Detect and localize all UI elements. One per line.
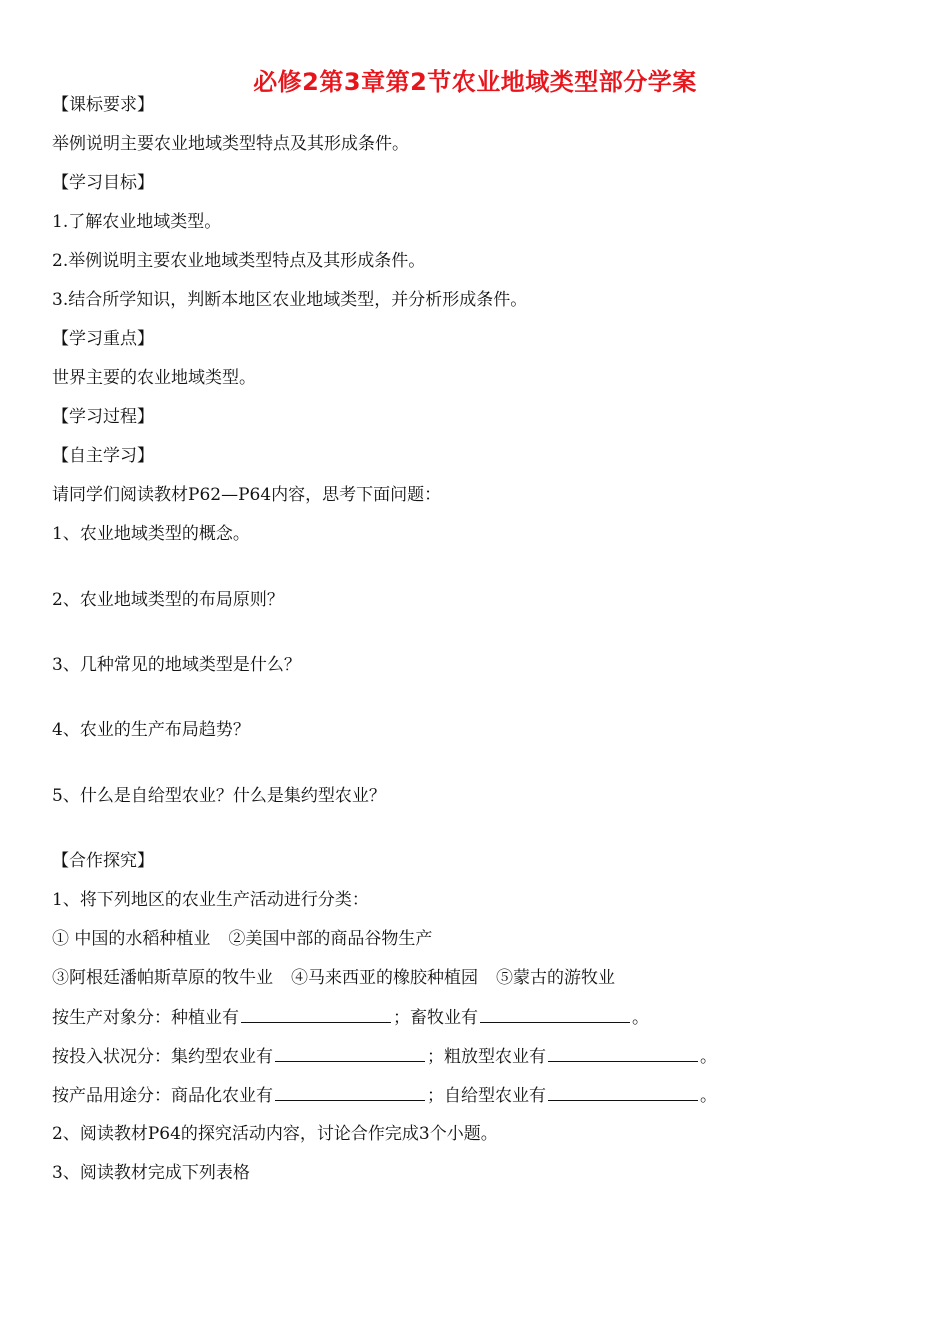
activities-line xyxy=(52,928,432,950)
activity-item: ① 中国的水稻种植业 xyxy=(52,929,211,949)
question-item: 2、农业地域类型的布局原则？ xyxy=(52,590,284,610)
activity-item: ⑤蒙古的游牧业 xyxy=(496,968,615,988)
classify-prefix: 按投入状况分：集约型农业有 xyxy=(52,1047,273,1067)
question-item: 1、农业地域类型的概念。 xyxy=(52,524,250,544)
cooperation-q1: 1、将下列地区的农业生产活动进行分类： xyxy=(52,890,369,910)
classify-end: 。 xyxy=(632,1008,649,1028)
focus-text: 世界主要的农业地域类型。 xyxy=(52,368,256,388)
cooperation-heading: 【合作探究】 xyxy=(52,851,154,871)
answer-blank[interactable] xyxy=(275,1045,425,1062)
page-title: 必修2第3章第2节农业地域类型部分学案 xyxy=(253,68,697,96)
activity-item: ②美国中部的商品谷物生产 xyxy=(228,929,433,949)
answer-blank[interactable] xyxy=(548,1084,698,1101)
answer-blank[interactable] xyxy=(275,1084,425,1101)
activity-item: ④马来西亚的橡胶种植园 xyxy=(291,968,478,988)
question-item: 4、农业的生产布局趋势？ xyxy=(52,720,250,740)
classify-prefix: 按产品用途分：商品化农业有 xyxy=(52,1086,273,1106)
classify-mid: ；自给型农业有 xyxy=(427,1086,546,1106)
classify-end: 。 xyxy=(700,1047,717,1067)
self-study-heading: 【自主学习】 xyxy=(52,446,154,466)
classify-mid: ；粗放型农业有 xyxy=(427,1047,546,1067)
self-study-intro: 请同学们阅读教材P62—P64内容，思考下面问题： xyxy=(52,485,442,505)
activities-line xyxy=(52,967,615,989)
answer-blank[interactable] xyxy=(480,1006,630,1023)
cooperation-q3: 3、阅读教材完成下列表格 xyxy=(52,1163,250,1183)
objective-item: 3.结合所学知识，判断本地区农业地域类型，并分析形成条件。 xyxy=(52,290,528,310)
classify-mid: ；畜牧业有 xyxy=(393,1008,478,1028)
question-item: 5、什么是自给型农业？什么是集约型农业？ xyxy=(52,786,386,806)
classify-prefix: 按生产对象分：种植业有 xyxy=(52,1008,239,1028)
standard-text: 举例说明主要农业地域类型特点及其形成条件。 xyxy=(52,134,409,154)
classify-line xyxy=(52,1006,649,1029)
answer-blank[interactable] xyxy=(548,1045,698,1062)
focus-heading: 【学习重点】 xyxy=(52,329,154,349)
objectives-heading: 【学习目标】 xyxy=(52,173,154,193)
classify-end: 。 xyxy=(700,1086,717,1106)
process-heading: 【学习过程】 xyxy=(52,407,154,427)
classify-line xyxy=(52,1045,717,1068)
standard-heading: 【课标要求】 xyxy=(52,95,154,115)
activity-item: ③阿根廷潘帕斯草原的牧牛业 xyxy=(52,968,273,988)
cooperation-q2: 2、阅读教材P64的探究活动内容，讨论合作完成3个小题。 xyxy=(52,1124,498,1144)
objective-item: 2.举例说明主要农业地域类型特点及其形成条件。 xyxy=(52,251,426,271)
classify-line xyxy=(52,1084,717,1107)
objective-item: 1.了解农业地域类型。 xyxy=(52,212,222,232)
answer-blank[interactable] xyxy=(241,1006,391,1023)
question-item: 3、几种常见的地域类型是什么？ xyxy=(52,655,301,675)
